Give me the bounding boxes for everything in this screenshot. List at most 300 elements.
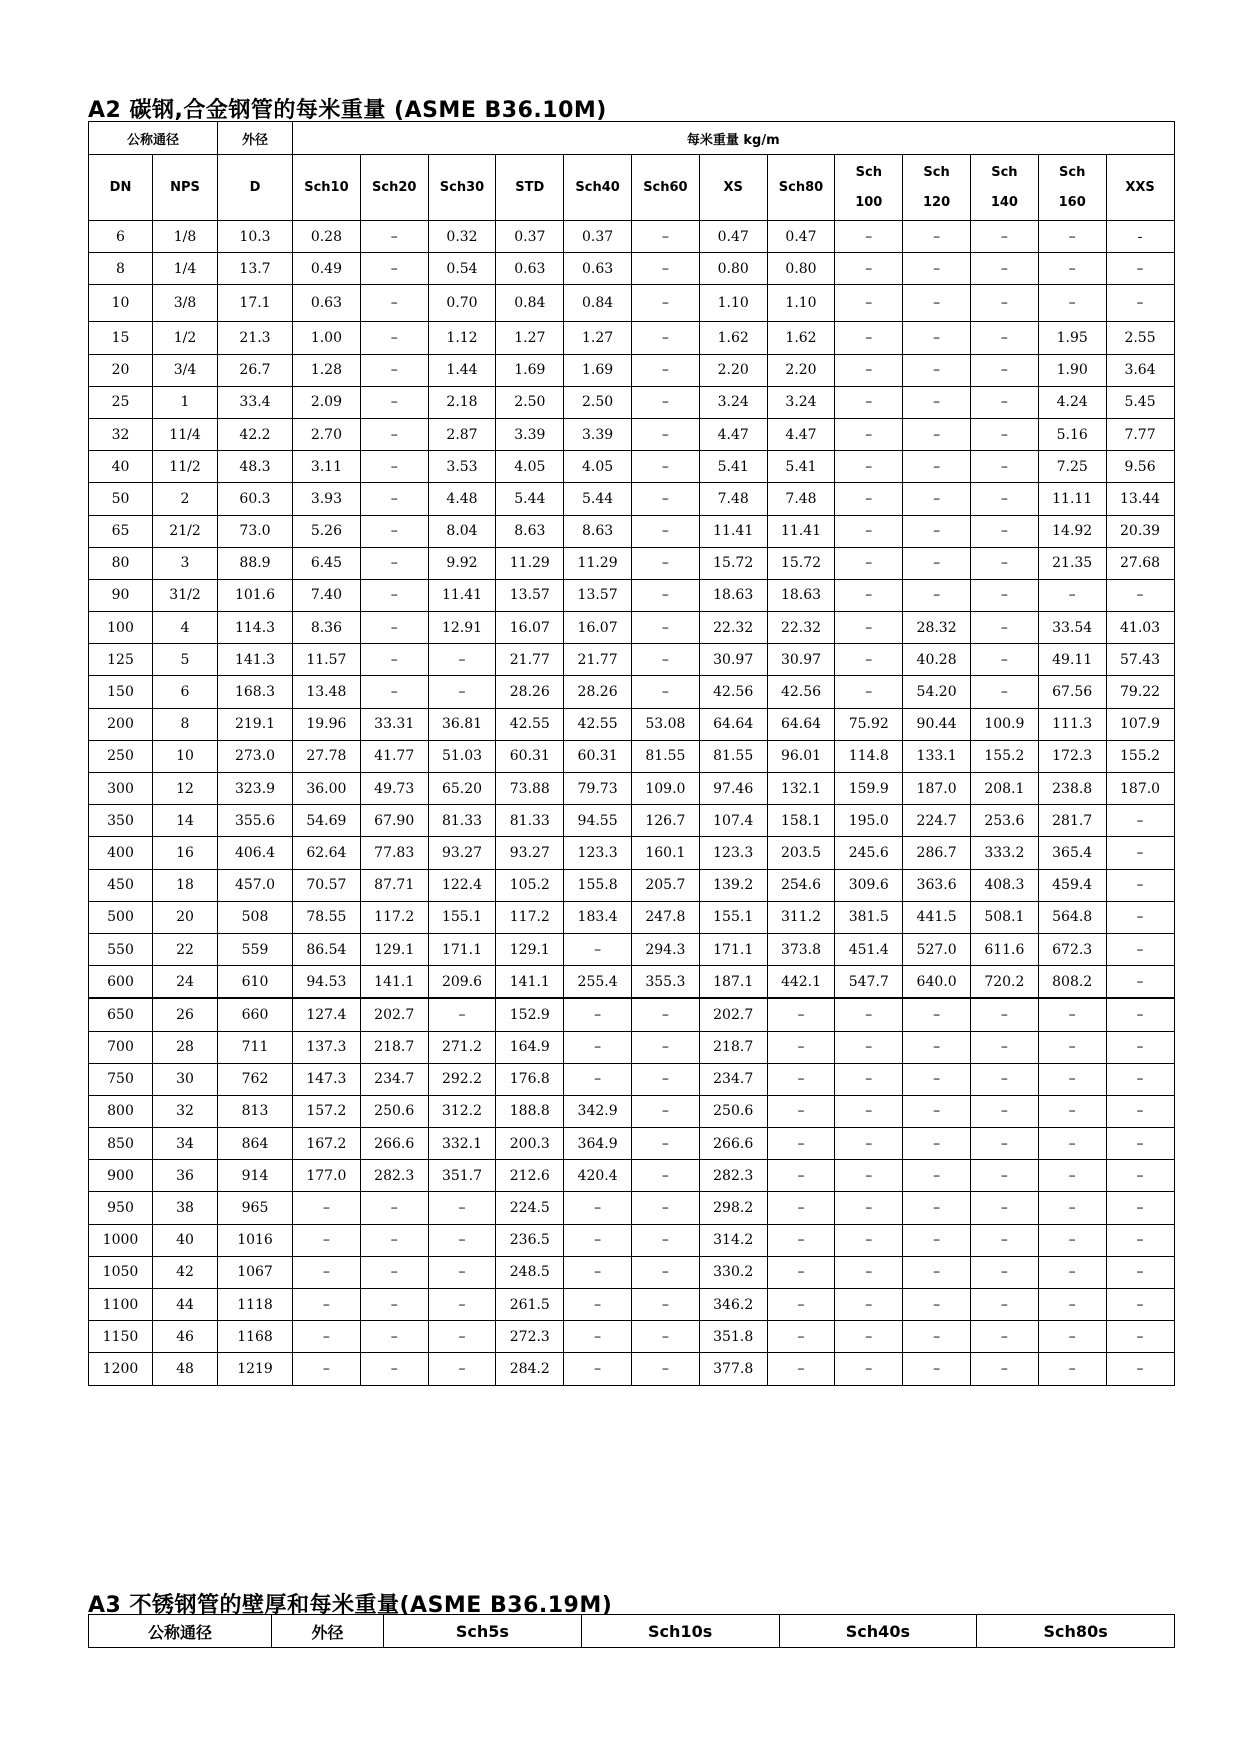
table-cell: 266.6 [699, 1128, 767, 1160]
table-cell: 284.2 [496, 1353, 564, 1385]
table-row [89, 869, 1175, 901]
table-row [89, 708, 1175, 740]
table-cell: 30 [153, 1063, 218, 1095]
table-cell: – [767, 998, 835, 1031]
table-cell: 28.32 [903, 612, 971, 644]
table-row [89, 1353, 1175, 1385]
table-cell: – [428, 676, 496, 708]
table-row [89, 322, 1175, 354]
table-cell: 33.54 [1038, 612, 1106, 644]
table-cell: 750 [89, 1063, 153, 1095]
table-cell: 377.8 [699, 1353, 767, 1385]
table-cell: 12.91 [428, 612, 496, 644]
table-cell: 67.56 [1038, 676, 1106, 708]
table-cell: 9.92 [428, 547, 496, 579]
column-header: DN [89, 155, 153, 221]
table-cell: 157.2 [293, 1095, 361, 1127]
table-cell: – [970, 547, 1038, 579]
table-cell: – [632, 451, 700, 483]
table-cell: 7.48 [699, 483, 767, 515]
table-cell: – [767, 1289, 835, 1321]
table-cell: 1000 [89, 1224, 153, 1256]
table-cell: – [1038, 1353, 1106, 1385]
table-cell: 114.3 [218, 612, 293, 644]
table-row [89, 1289, 1175, 1321]
table-cell: 42 [153, 1256, 218, 1288]
table-row [89, 451, 1175, 483]
table-cell: 79.73 [564, 773, 632, 805]
table-cell: – [835, 1160, 903, 1192]
table-cell: – [360, 1192, 428, 1224]
table-cell: 129.1 [496, 933, 564, 965]
column-header: Sch 120 [903, 155, 971, 221]
table-cell: 183.4 [564, 901, 632, 933]
table-cell: 132.1 [767, 773, 835, 805]
table-cell: 281.7 [1038, 805, 1106, 837]
table-cell: – [632, 547, 700, 579]
table-cell: – [632, 221, 700, 253]
table-cell: 640.0 [903, 966, 971, 999]
table-row [89, 386, 1175, 418]
table-cell: – [970, 418, 1038, 450]
table-cell: – [903, 579, 971, 611]
table-cell: – [903, 1095, 971, 1127]
table-cell: 1150 [89, 1321, 153, 1353]
table-cell: 160.1 [632, 837, 700, 869]
table-cell: – [1038, 1063, 1106, 1095]
table-cell: – [970, 998, 1038, 1031]
table-cell: – [970, 386, 1038, 418]
table-cell: – [1038, 1289, 1106, 1321]
table-cell: – [1106, 805, 1174, 837]
column-header: 公称通径 [89, 1615, 272, 1648]
table-cell: 96.01 [767, 740, 835, 772]
table-cell: 4.48 [428, 483, 496, 515]
table-cell: 11.11 [1038, 483, 1106, 515]
table-cell: 3 [153, 547, 218, 579]
table-cell: – [903, 386, 971, 418]
table-cell: 0.63 [496, 253, 564, 285]
table-cell: 31/2 [153, 579, 218, 611]
table-cell: 8.63 [564, 515, 632, 547]
table-cell: 236.5 [496, 1224, 564, 1256]
table-cell: 250.6 [360, 1095, 428, 1127]
table-cell: – [1106, 1353, 1174, 1385]
table-cell: 282.3 [699, 1160, 767, 1192]
table-cell: 30.97 [767, 644, 835, 676]
table-cell: – [903, 1353, 971, 1385]
table-cell: 42.2 [218, 418, 293, 450]
table-cell: 16.07 [496, 612, 564, 644]
table-cell: – [970, 676, 1038, 708]
table-cell: – [632, 253, 700, 285]
table-cell: 107.9 [1106, 708, 1174, 740]
table-cell: 81.55 [632, 740, 700, 772]
table-cell: 4.47 [767, 418, 835, 450]
table-cell: – [1106, 966, 1174, 999]
table-cell: 42.56 [699, 676, 767, 708]
table-cell: 250 [89, 740, 153, 772]
table-cell: – [360, 221, 428, 253]
table-cell: – [360, 644, 428, 676]
table-cell: 7.25 [1038, 451, 1106, 483]
table-cell: 25 [89, 386, 153, 418]
table-cell: – [632, 998, 700, 1031]
table-row [89, 1128, 1175, 1160]
table-cell: – [970, 1192, 1038, 1224]
table-cell: 355.3 [632, 966, 700, 999]
table-cell: – [835, 998, 903, 1031]
table-cell: 203.5 [767, 837, 835, 869]
table-cell: 1.27 [496, 322, 564, 354]
table-cell: 212.6 [496, 1160, 564, 1192]
table-cell: 93.27 [496, 837, 564, 869]
table-cell: – [360, 1321, 428, 1353]
table-cell: 64.64 [699, 708, 767, 740]
table-cell: 5.44 [496, 483, 564, 515]
table-row [89, 644, 1175, 676]
table-cell: – [632, 1192, 700, 1224]
table-cell: 21.77 [496, 644, 564, 676]
table-cell: 155.1 [428, 901, 496, 933]
table-row [89, 418, 1175, 450]
table-cell: 650 [89, 998, 153, 1031]
table-cell: 73.0 [218, 515, 293, 547]
table-cell: 205.7 [632, 869, 700, 901]
table-cell: 8.04 [428, 515, 496, 547]
table-cell: 101.6 [218, 579, 293, 611]
table-cell: 81.33 [428, 805, 496, 837]
table-cell: – [767, 1128, 835, 1160]
table-cell: 28 [153, 1031, 218, 1063]
table-cell: 333.2 [970, 837, 1038, 869]
table-cell: 12 [153, 773, 218, 805]
table-cell: 202.7 [360, 998, 428, 1031]
table-cell: – [632, 354, 700, 386]
table-cell: 50 [89, 483, 153, 515]
table-cell: – [1106, 1192, 1174, 1224]
table-cell: 33.31 [360, 708, 428, 740]
table-cell: – [360, 579, 428, 611]
table-cell: – [903, 1128, 971, 1160]
table-cell: 611.6 [970, 933, 1038, 965]
table-row [89, 1224, 1175, 1256]
table-cell: – [767, 1321, 835, 1353]
table-cell: – [970, 221, 1038, 253]
table-row [89, 1321, 1175, 1353]
table-cell: – [564, 933, 632, 965]
table-cell: – [1038, 998, 1106, 1031]
table-cell: 114.8 [835, 740, 903, 772]
table-cell: – [767, 1224, 835, 1256]
table-cell: 1.95 [1038, 322, 1106, 354]
table-cell: 30.97 [699, 644, 767, 676]
table-cell: – [970, 285, 1038, 322]
table-cell: 3.64 [1106, 354, 1174, 386]
table-row [89, 966, 1175, 999]
table-cell: 2.09 [293, 386, 361, 418]
table-cell: 36.81 [428, 708, 496, 740]
table-cell: – [1038, 1095, 1106, 1127]
table-cell: 11.29 [496, 547, 564, 579]
table-cell: 559 [218, 933, 293, 965]
table-cell: 273.0 [218, 740, 293, 772]
table-cell: 90.44 [903, 708, 971, 740]
table-cell: 78.55 [293, 901, 361, 933]
table-cell: 950 [89, 1192, 153, 1224]
table-cell: – [293, 1353, 361, 1385]
table-cell: 28.26 [564, 676, 632, 708]
table-cell: – [632, 386, 700, 418]
table-cell: 5 [153, 644, 218, 676]
table-row [89, 933, 1175, 965]
table-cell: 5.41 [699, 451, 767, 483]
table-cell: 224.7 [903, 805, 971, 837]
table-cell: 4.05 [496, 451, 564, 483]
table-cell: 363.6 [903, 869, 971, 901]
table-cell: 0.70 [428, 285, 496, 322]
table-cell: 5.45 [1106, 386, 1174, 418]
table-cell: 245.6 [835, 837, 903, 869]
table-cell: – [835, 354, 903, 386]
table-cell: 34 [153, 1128, 218, 1160]
table-cell: – [360, 322, 428, 354]
table-cell: 8 [153, 708, 218, 740]
column-header: D [218, 155, 293, 221]
table-cell: 62.64 [293, 837, 361, 869]
table-cell: 105.2 [496, 869, 564, 901]
table-cell: 90 [89, 579, 153, 611]
table-cell: 672.3 [1038, 933, 1106, 965]
table-row [89, 221, 1175, 253]
table-cell: 36.00 [293, 773, 361, 805]
table-cell: 60.3 [218, 483, 293, 515]
table-cell: 155.2 [1106, 740, 1174, 772]
table-cell: 13.57 [564, 579, 632, 611]
table-row [89, 1256, 1175, 1288]
table-cell: 247.8 [632, 901, 700, 933]
table-cell: 14 [153, 805, 218, 837]
table-row [89, 547, 1175, 579]
table-cell: 32 [89, 418, 153, 450]
table-cell: 700 [89, 1031, 153, 1063]
table-cell: 137.3 [293, 1031, 361, 1063]
table-cell: – [835, 1192, 903, 1224]
table-cell: – [1106, 253, 1174, 285]
table-cell: 3.24 [699, 386, 767, 418]
table-cell: 17.1 [218, 285, 293, 322]
column-header: STD [496, 155, 564, 221]
table-cell: – [835, 644, 903, 676]
table-cell: 5.16 [1038, 418, 1106, 450]
table-cell: 711 [218, 1031, 293, 1063]
table-cell: 600 [89, 966, 153, 999]
table-cell: 381.5 [835, 901, 903, 933]
column-header: Sch 140 [970, 155, 1038, 221]
table-cell: 100 [89, 612, 153, 644]
table-cell: 171.1 [428, 933, 496, 965]
table-cell: 22 [153, 933, 218, 965]
table-cell: 1168 [218, 1321, 293, 1353]
table-cell: 77.83 [360, 837, 428, 869]
table-cell: 900 [89, 1160, 153, 1192]
table-cell: – [835, 515, 903, 547]
table-cell: – [903, 285, 971, 322]
table-cell: – [1038, 1224, 1106, 1256]
table-cell: 224.5 [496, 1192, 564, 1224]
table-row [89, 1031, 1175, 1063]
table-cell: – [903, 1160, 971, 1192]
table-cell: 420.4 [564, 1160, 632, 1192]
table-cell: – [360, 1289, 428, 1321]
table-cell: 762 [218, 1063, 293, 1095]
table-cell: 15 [89, 322, 153, 354]
table-cell: 3.11 [293, 451, 361, 483]
table-cell: – [1106, 1095, 1174, 1127]
table-a2-title: A2 碳钢,合金钢管的每米重量 (ASME B36.10M) [88, 98, 607, 123]
table-cell: 208.1 [970, 773, 1038, 805]
table-cell: – [360, 1353, 428, 1385]
table-cell: 0.28 [293, 221, 361, 253]
column-header: NPS [153, 155, 218, 221]
table-cell: 11.41 [767, 515, 835, 547]
table-cell: 0.84 [496, 285, 564, 322]
table-cell: 129.1 [360, 933, 428, 965]
table-cell: 13.57 [496, 579, 564, 611]
table-cell: 164.9 [496, 1031, 564, 1063]
table-cell: 441.5 [903, 901, 971, 933]
table-cell: 2 [153, 483, 218, 515]
table-cell: – [360, 354, 428, 386]
table-cell: – [428, 1192, 496, 1224]
table-cell: 400 [89, 837, 153, 869]
table-cell: – [767, 1095, 835, 1127]
table-cell: – [970, 1289, 1038, 1321]
table-cell: 33.4 [218, 386, 293, 418]
table-cell: 123.3 [564, 837, 632, 869]
table-cell: – [293, 1321, 361, 1353]
table-cell: 26.7 [218, 354, 293, 386]
column-header: XS [699, 155, 767, 221]
table-cell: 126.7 [632, 805, 700, 837]
column-header: XXS [1106, 155, 1174, 221]
table-cell: 21.35 [1038, 547, 1106, 579]
table-cell: 19.96 [293, 708, 361, 740]
table-cell: 10.3 [218, 221, 293, 253]
table-cell: 1200 [89, 1353, 153, 1385]
table-cell: – [835, 1128, 903, 1160]
table-cell: 14.92 [1038, 515, 1106, 547]
table-cell: 28.26 [496, 676, 564, 708]
table-cell: 11.29 [564, 547, 632, 579]
table-cell: – [1106, 869, 1174, 901]
table-row [89, 901, 1175, 933]
table-cell: 364.9 [564, 1128, 632, 1160]
table-cell: 88.9 [218, 547, 293, 579]
table-cell: 0.84 [564, 285, 632, 322]
table-cell: 64.64 [767, 708, 835, 740]
table-cell: 57.43 [1106, 644, 1174, 676]
table-cell: – [360, 451, 428, 483]
table-cell: 254.6 [767, 869, 835, 901]
table-cell: 18 [153, 869, 218, 901]
table-cell: – [835, 1256, 903, 1288]
table-row [89, 483, 1175, 515]
table-cell: 187.0 [903, 773, 971, 805]
table-cell: 22.32 [699, 612, 767, 644]
table-cell: – [564, 1289, 632, 1321]
table-cell: 218.7 [360, 1031, 428, 1063]
table-cell: – [1038, 1256, 1106, 1288]
table-cell: – [1106, 1128, 1174, 1160]
table-cell: 238.8 [1038, 773, 1106, 805]
table-cell: – [767, 1031, 835, 1063]
table-cell: 255.4 [564, 966, 632, 999]
table-cell: 248.5 [496, 1256, 564, 1288]
table-cell: – [903, 451, 971, 483]
table-cell: – [1106, 1321, 1174, 1353]
table-cell: 864 [218, 1128, 293, 1160]
outer-diameter-header: 外径 [218, 122, 293, 155]
table-cell: – [360, 515, 428, 547]
table-cell: 330.2 [699, 1256, 767, 1288]
table-row [89, 1160, 1175, 1192]
table-cell: 15.72 [767, 547, 835, 579]
table-cell: – [767, 1256, 835, 1288]
table-cell: 406.4 [218, 837, 293, 869]
table-cell: 20.39 [1106, 515, 1174, 547]
table-cell: – [293, 1224, 361, 1256]
table-cell: 20 [153, 901, 218, 933]
column-header: Sch 100 [835, 155, 903, 221]
table-cell: 11/2 [153, 451, 218, 483]
table-cell: 1050 [89, 1256, 153, 1288]
table-cell: 41.03 [1106, 612, 1174, 644]
table-cell: 171.1 [699, 933, 767, 965]
table-cell: – [835, 1063, 903, 1095]
table-cell: 813 [218, 1095, 293, 1127]
table-cell: – [970, 515, 1038, 547]
column-header: Sch40s [779, 1615, 977, 1648]
table-cell: 11/4 [153, 418, 218, 450]
table-cell: 294.3 [632, 933, 700, 965]
header-group-row [89, 122, 1175, 155]
table-cell: 111.3 [1038, 708, 1106, 740]
table-cell: – [903, 1031, 971, 1063]
table-cell: 311.2 [767, 901, 835, 933]
table-row [89, 285, 1175, 322]
table-cell: – [970, 1128, 1038, 1160]
table-cell: – [360, 676, 428, 708]
table-cell: 5.41 [767, 451, 835, 483]
table-cell: 80 [89, 547, 153, 579]
table-cell: – [970, 1095, 1038, 1127]
table-cell: 60.31 [564, 740, 632, 772]
table-cell: – [293, 1256, 361, 1288]
table-cell: 250.6 [699, 1095, 767, 1127]
table-cell: 1.69 [564, 354, 632, 386]
table-cell: 70.57 [293, 869, 361, 901]
table-cell: – [293, 1289, 361, 1321]
table-cell: 187.1 [699, 966, 767, 999]
table-cell: – [564, 1192, 632, 1224]
table-a2 [88, 121, 1175, 1386]
table-cell: 0.32 [428, 221, 496, 253]
table-cell: 309.6 [835, 869, 903, 901]
table-cell: – [428, 1256, 496, 1288]
table-cell: 123.3 [699, 837, 767, 869]
table-cell: 20 [89, 354, 153, 386]
